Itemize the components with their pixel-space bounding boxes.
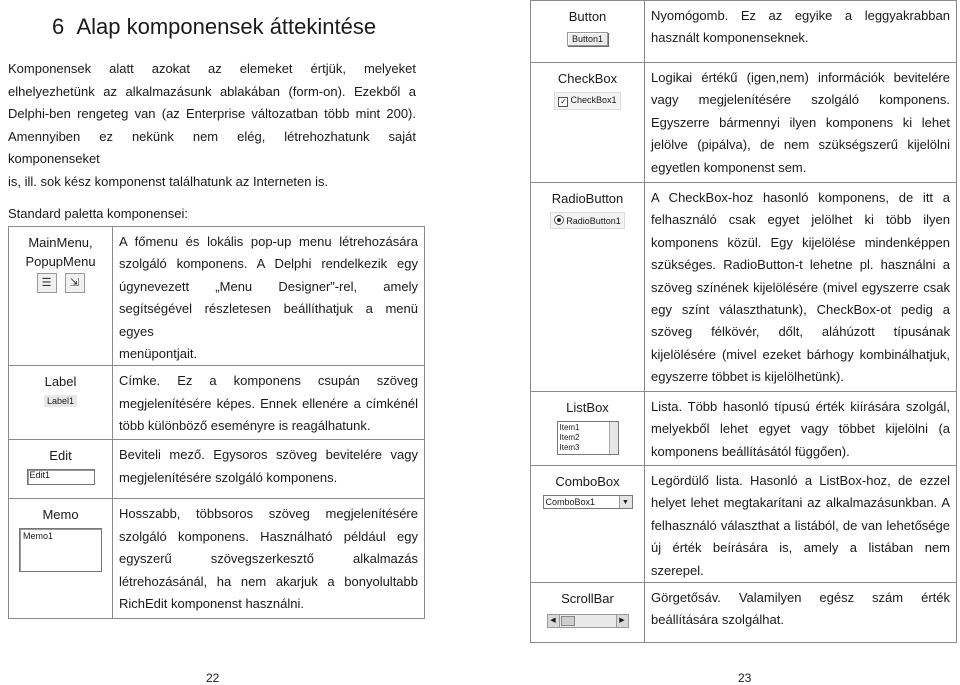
component-name: MainMenu, (28, 235, 93, 250)
check-icon: ✓ (560, 97, 567, 106)
page-number-right: 23 (738, 671, 752, 685)
listbox-item: Item3 (559, 443, 580, 452)
table-row (531, 466, 957, 583)
button-widget-sample: Button1 (567, 32, 608, 46)
component-name-cell (531, 63, 645, 183)
listbox-scrollbar (609, 422, 618, 454)
component-description (113, 499, 425, 619)
desc-line: szolgáló komponens. A Delphi rendelkezik egy (119, 256, 418, 272)
table-row (9, 440, 425, 499)
table-row (9, 499, 425, 619)
component-name: Memo (42, 507, 79, 523)
desc-line: Beviteli mező. Egysoros szöveg bevitelére vagy (119, 447, 418, 463)
intro-line: Delphi-ben rengeteg van (az Enterprise változatban több mint 200). (8, 106, 416, 121)
desc-line: szöveg színének kijelölésére (mivel egyszerre csak (651, 279, 950, 295)
desc-line: jelölve (pipálva), de nem szükségszerű kijelölni (651, 137, 950, 153)
component-description (645, 392, 957, 466)
component-description (645, 63, 957, 183)
memo-widget-sample: Memo1 (19, 528, 102, 572)
arrow-right-icon: ▶ (616, 615, 628, 627)
component-name: CheckBox (557, 71, 618, 86)
component-name-cell (531, 583, 645, 643)
edit-widget-sample: Edit1 (27, 469, 95, 485)
menu-icons (33, 273, 89, 293)
intro-line: elhelyezhetünk az alkalmazásunk ablakában (form-on). Ezekből a (8, 83, 416, 99)
desc-line: felhasználó csak egyet jelölhet ki több ilyen (651, 212, 950, 228)
popupmenu-icon: ⇲ (65, 273, 85, 293)
component-description (113, 366, 425, 440)
radiobutton-widget-sample (550, 212, 625, 229)
desc-line: szükséges. RadioButton-t lehetne pl. használni a (651, 257, 950, 273)
desc-line: egyszerű szövegszerkesztő alkalmazás (119, 551, 418, 567)
component-name-cell (9, 440, 113, 499)
listbox-widget-sample (557, 421, 619, 455)
desc-line: egyszerre többet is kijelölhetünk). (651, 369, 844, 385)
intro-paragraph (8, 58, 416, 193)
desc-line: segítségével részletesen beállíthatjuk a menü egyes (119, 301, 418, 339)
component-name: Edit (49, 448, 72, 464)
table-row (531, 583, 957, 643)
chapter-title: 6 Alap komponensek áttekintése (52, 14, 377, 39)
desc-line: kijelölésére (mivel ezeket bárhogy kombinálhatjuk, (651, 346, 950, 362)
listbox-item: Item2 (559, 433, 580, 442)
desc-line: Legördülő lista. Hasonló a ListBox-hoz, de ezzel (651, 473, 950, 488)
page-number-left: 22 (206, 671, 220, 685)
desc-line: megjelenítésére szolgáló komponens. (119, 469, 338, 485)
chevron-down-icon: ▼ (619, 496, 632, 508)
table-row (531, 392, 957, 466)
component-name-cell (9, 366, 113, 440)
component-name: RadioButton (551, 191, 624, 206)
listbox-item: Item1 (559, 423, 580, 432)
desc-line: vagy megjelenítésére szolgáló komponens. (651, 92, 950, 108)
desc-line: Hosszabb, többsoros szöveg megjelenítésére (119, 506, 418, 522)
radio-widget-label: RadioButton1 (566, 216, 621, 226)
mainmenu-icon: ☰ (37, 273, 57, 293)
desc-line: megjelenítésére képes. Ennek ellenére a címkénél (119, 395, 418, 411)
desc-line: új érték beírására is, amely a listában nem szerepel. (651, 540, 950, 578)
component-description (645, 183, 957, 392)
combobox-widget-label: ComboBox1 (545, 497, 596, 507)
component-description (645, 1, 957, 63)
desc-line: felhasználó választhat a listából, de van lehetősége (651, 517, 950, 533)
desc-line: helyet lehet megtakarítani az alkalmazásunkban. A (651, 495, 950, 511)
desc-line: Lista. Több hasonló típusú érték kiírására szolgál, (651, 399, 950, 414)
component-description (645, 583, 957, 643)
desc-line: menüpontjait. (119, 346, 198, 362)
desc-line: komponens közül. Egy kijelölése mindenképpen (651, 234, 950, 250)
desc-line: Egyszerre bármennyi ilyen komponens ki lehet (651, 114, 950, 130)
component-name-cell (9, 499, 113, 619)
component-description (645, 466, 957, 583)
desc-line: RichEdit komponenst használni. (119, 596, 304, 612)
scrollbar-widget-sample (547, 614, 629, 628)
desc-line: Logikai értékű (igen,nem) információk bevitelére (651, 70, 950, 85)
table-row (531, 1, 957, 63)
desc-line: használt komponenseknek. (651, 30, 809, 46)
radio-dot-icon (554, 215, 564, 225)
desc-line: szöveg félkövér, dőlt, aláhúzott típusának (651, 324, 950, 340)
checkbox-widget-sample (554, 92, 620, 110)
intro-line: is, ill. sok kész komponenst találhatunk az Interneten is. (8, 173, 329, 189)
desc-line: melyekből lehet egyet vagy többet kijelölni (a (651, 421, 950, 437)
desc-line: A főmenu és lokális pop-up menu létrehozására (119, 234, 418, 249)
desc-line: egyetlen komponenst sem. (651, 159, 807, 175)
desc-line: létrehozásánál, ha nem akarjuk a bonyolultabb (119, 573, 418, 589)
desc-line: szolgáló komponens. Használható például egy (119, 528, 418, 544)
desc-line: Görgetősáv. Valamilyen egész szám érték (651, 590, 950, 606)
component-name: ListBox (566, 400, 609, 415)
desc-line: több különböző eseményre is reagálhatunk. (119, 418, 371, 434)
label-widget-sample: Label1 (44, 395, 77, 407)
component-description (113, 227, 425, 366)
palette-heading: Standard paletta komponensei: (8, 206, 188, 221)
component-name-cell (531, 1, 645, 63)
table-row (9, 227, 425, 366)
scroll-thumb (561, 616, 575, 626)
desc-line: Címke. Ez a komponens csupán szöveg (119, 373, 418, 389)
component-name: Button (568, 9, 607, 24)
arrow-left-icon: ◀ (548, 615, 560, 627)
component-name: ComboBox (555, 474, 620, 489)
table-row (9, 366, 425, 440)
component-name-cell (531, 183, 645, 392)
desc-line: A CheckBox-hoz hasonló komponens, de itt a (651, 190, 950, 205)
table-row (531, 183, 957, 392)
left-component-table (8, 226, 425, 619)
component-description (113, 440, 425, 499)
desc-line: beállítására szolgálhat. (651, 612, 784, 628)
intro-line: Komponensek alatt azokat az elemeket értjük, melyeket (8, 61, 416, 76)
intro-line: Amennyiben ez nekünk nem elég, létrehozhatunk saját komponenseket (8, 128, 416, 166)
desc-line: egy színt választhatunk), CheckBox-ot pedig a (651, 302, 950, 318)
component-name-cell (531, 392, 645, 466)
component-name: ScrollBar (561, 591, 614, 607)
desc-line: Nyomógomb. Ez az egyike a leggyakrabban (651, 8, 950, 23)
desc-line: úgynevezett „Menu Designer”-rel, amely (119, 278, 418, 294)
component-name-cell (531, 466, 645, 583)
component-name-cell (9, 227, 113, 366)
component-name: PopupMenu (25, 254, 96, 269)
right-component-table (530, 0, 957, 643)
component-name: Label (44, 374, 77, 390)
combobox-widget-sample (543, 495, 633, 509)
desc-line: komponens beállításától függően). (651, 443, 850, 459)
table-row (531, 63, 957, 183)
checkbox-widget-label: CheckBox1 (570, 95, 617, 105)
